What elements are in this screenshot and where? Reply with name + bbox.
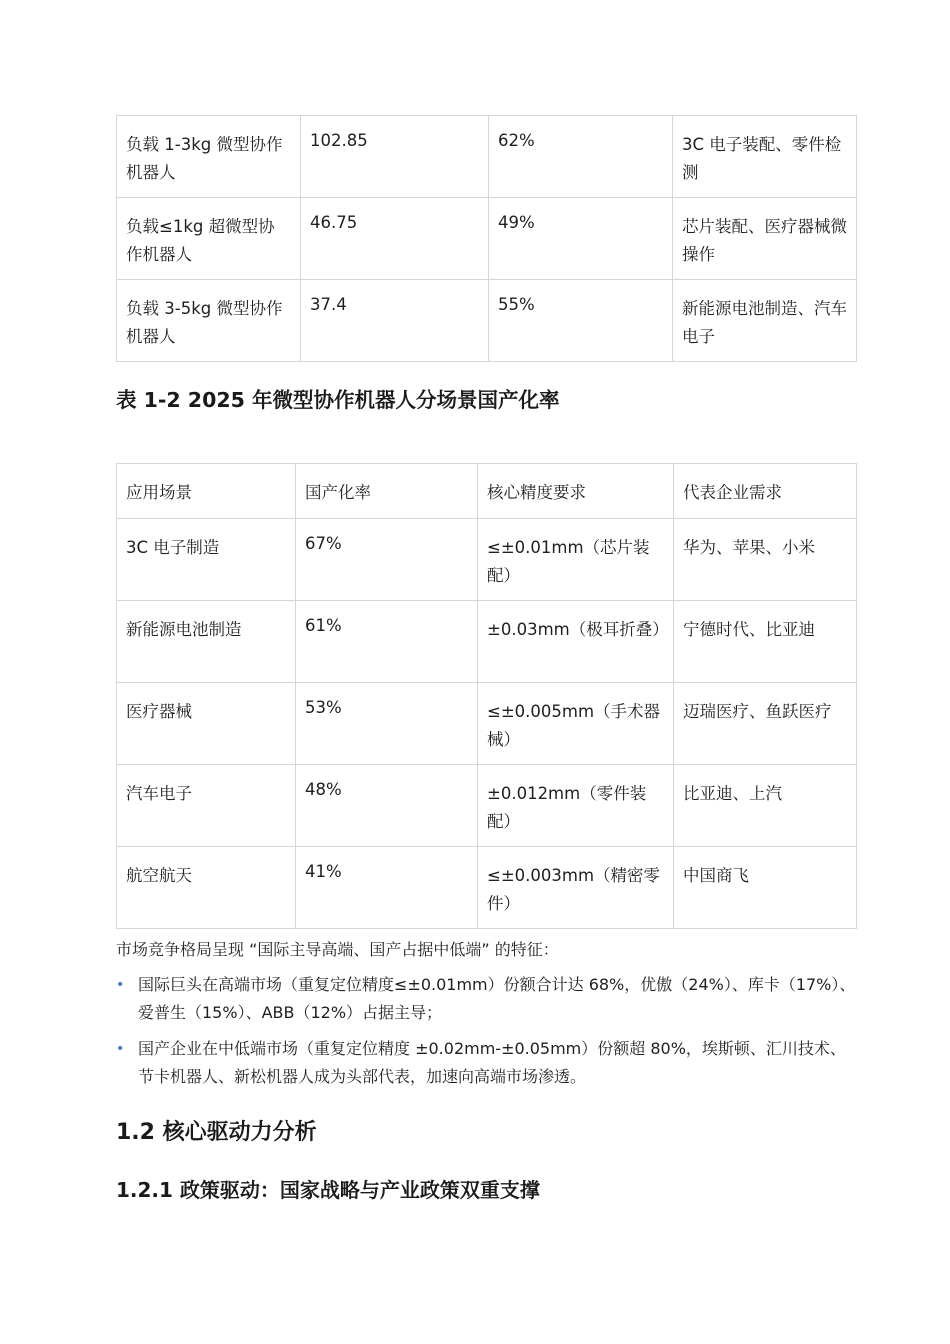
table-cell: 新能源电池制造、汽车电子: [673, 280, 857, 362]
table-cell: 48%: [296, 765, 478, 847]
table-cell: ±0.012mm（零件装配）: [478, 765, 674, 847]
table-cell: 41%: [296, 847, 478, 929]
table-cell: 医疗器械: [117, 683, 296, 765]
list-item: [116, 1035, 856, 1091]
table-cell: 负载 1-3kg 微型协作机器人: [117, 116, 301, 198]
table-row: [117, 765, 857, 847]
localization-rate-table: [116, 463, 857, 929]
table-cell: 华为、苹果、小米: [674, 519, 857, 601]
section-heading: 1.2 核心驱动力分析: [116, 1120, 317, 1145]
table-row: [117, 280, 857, 362]
market-size-table: [116, 115, 857, 362]
table-header-cell: 应用场景: [117, 464, 296, 519]
document-page: [116, 115, 856, 1204]
table-cell: 航空航天: [117, 847, 296, 929]
table-row: [117, 847, 857, 929]
table-cell: 负载 3-5kg 微型协作机器人: [117, 280, 301, 362]
table-cell: 新能源电池制造: [117, 601, 296, 683]
table-cell: 负载≤1kg 超微型协作机器人: [117, 198, 301, 280]
table-cell: 中国商飞: [674, 847, 857, 929]
table-cell: 62%: [489, 116, 673, 198]
table-header-cell: 核心精度要求: [478, 464, 674, 519]
list-item-text: 国产企业在中低端市场（重复定位精度 ±0.02mm-±0.05mm）份额超 80%，埃斯顿、汇川技术、节卡机器人、新松机器人成为头部代表，加速向高端市场渗透。: [138, 1039, 846, 1086]
list-item: [116, 971, 856, 1027]
table-cell: 55%: [489, 280, 673, 362]
table-cell: 3C 电子制造: [117, 519, 296, 601]
table-header-row: [117, 464, 857, 519]
table-cell: ≤±0.01mm（芯片装配）: [478, 519, 674, 601]
table-row: [117, 116, 857, 198]
table-cell: 46.75: [301, 198, 489, 280]
table-cell: 3C 电子装配、零件检测: [673, 116, 857, 198]
subsection-heading: 1.2.1 政策驱动：国家战略与产业政策双重支撑: [116, 1178, 540, 1202]
table-cell: 37.4: [301, 280, 489, 362]
table-header-cell: 国产化率: [296, 464, 478, 519]
table-row: [117, 198, 857, 280]
table-cell: 宁德时代、比亚迪: [674, 601, 857, 683]
list-item-text: 国际巨头在高端市场（重复定位精度≤±0.01mm）份额合计达 68%，优傲（24%）、库卡（17%）、爱普生（15%）、ABB（12%）占据主导；: [138, 975, 856, 1022]
table-cell: 67%: [296, 519, 478, 601]
table-cell: 迈瑞医疗、鱼跃医疗: [674, 683, 857, 765]
table-header-cell: 代表企业需求: [674, 464, 857, 519]
table-caption: 表 1-2 2025 年微型协作机器人分场景国产化率: [116, 388, 560, 412]
bullet-list: [116, 971, 856, 1091]
table-cell: 比亚迪、上汽: [674, 765, 857, 847]
table-cell: 102.85: [301, 116, 489, 198]
table-cell: 汽车电子: [117, 765, 296, 847]
table-cell: 53%: [296, 683, 478, 765]
table-row: [117, 683, 857, 765]
bullet-icon: •: [116, 977, 125, 993]
table-cell: 49%: [489, 198, 673, 280]
table-row: [117, 519, 857, 601]
table-cell: 芯片装配、医疗器械微操作: [673, 198, 857, 280]
table-cell: 61%: [296, 601, 478, 683]
intro-paragraph: 市场竞争格局呈现 “国际主导高端、国产占据中低端” 的特征：: [116, 940, 559, 959]
table-cell: ±0.03mm（极耳折叠）: [478, 601, 674, 683]
table-cell: ≤±0.005mm（手术器械）: [478, 683, 674, 765]
bullet-icon: •: [116, 1041, 125, 1057]
table-row: [117, 601, 857, 683]
table-cell: ≤±0.003mm（精密零件）: [478, 847, 674, 929]
